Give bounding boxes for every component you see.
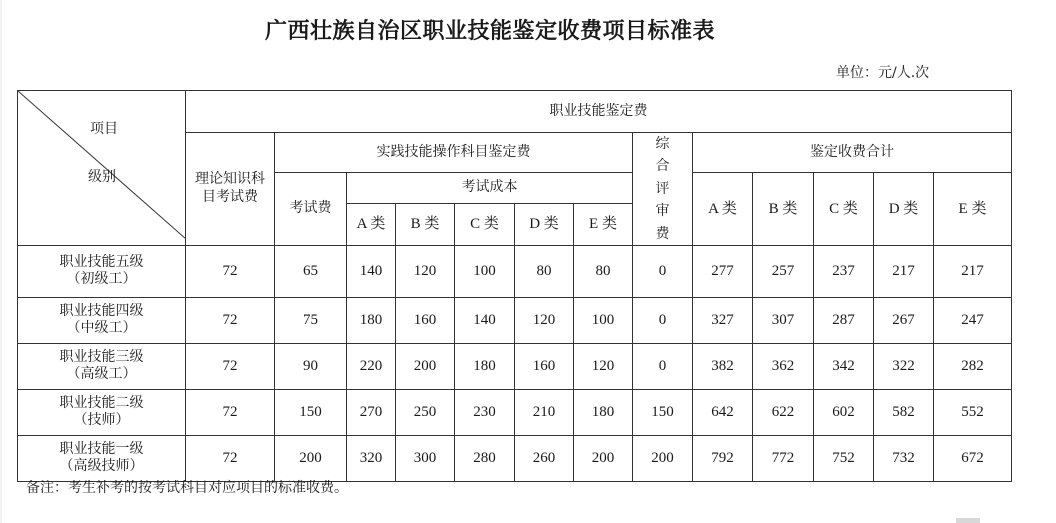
theory-fee-value: 72 [186, 297, 275, 343]
cost-b-value: 200 [396, 343, 455, 389]
total-b-value: 307 [753, 297, 814, 343]
total-d-value: 322 [874, 343, 934, 389]
header-comprehensive-fee-text: 综合评审费 [655, 136, 670, 242]
level-grade: （初级工） [66, 271, 137, 288]
level-grade: （技师） [73, 412, 130, 429]
total-e-value: 552 [934, 389, 1012, 435]
header-total-c: C 类 [814, 173, 874, 246]
level-name: 职业技能四级 [59, 302, 144, 319]
cost-a-value: 270 [347, 389, 396, 435]
theory-fee-value: 72 [186, 343, 275, 389]
header-total-e: E 类 [934, 173, 1012, 246]
window-edge [0, 0, 2, 523]
total-a-value: 792 [693, 435, 753, 481]
header-total-a: A 类 [693, 173, 753, 246]
cost-c-value: 280 [455, 435, 515, 481]
cost-b-value: 250 [396, 389, 455, 435]
cost-c-value: 230 [455, 389, 515, 435]
header-cost-e: E 类 [574, 203, 633, 245]
cost-c-value: 180 [455, 343, 515, 389]
cost-a-value: 320 [347, 435, 396, 481]
cost-b-value: 300 [396, 435, 455, 481]
table-row [18, 245, 1012, 297]
level-name: 职业技能二级 [59, 394, 144, 411]
cost-e-value: 200 [574, 435, 633, 481]
theory-fee-value: 72 [186, 245, 275, 297]
header-cost-a: A 类 [347, 203, 396, 245]
total-b-value: 772 [753, 435, 814, 481]
cost-d-value: 160 [515, 343, 574, 389]
theory-fee-value: 72 [186, 389, 275, 435]
level-grade: （中级工） [66, 320, 137, 337]
total-b-value: 362 [753, 343, 814, 389]
cost-e-value: 100 [574, 297, 633, 343]
level-name: 职业技能三级 [59, 348, 144, 365]
cost-a-value: 220 [347, 343, 396, 389]
total-a-value: 277 [693, 245, 753, 297]
total-d-value: 582 [874, 389, 934, 435]
exam-fee-value: 90 [275, 343, 347, 389]
cost-d-value: 120 [515, 297, 574, 343]
cost-a-value: 180 [347, 297, 396, 343]
header-practice-fee: 实践技能操作科目鉴定费 [275, 133, 633, 173]
table-row [18, 297, 1012, 343]
total-a-value: 382 [693, 343, 753, 389]
total-a-value: 327 [693, 297, 753, 343]
total-b-value: 257 [753, 245, 814, 297]
total-e-value: 247 [934, 297, 1012, 343]
level-name: 职业技能五级 [59, 253, 144, 270]
header-cost-d: D 类 [515, 203, 574, 245]
document-title: 广西壮族自治区职业技能鉴定收费项目标准表 [264, 19, 715, 44]
total-d-value: 732 [874, 435, 934, 481]
cost-b-value: 120 [396, 245, 455, 297]
total-e-value: 282 [934, 343, 1012, 389]
header-cost-c: C 类 [455, 203, 515, 245]
total-d-value: 267 [874, 297, 934, 343]
diagonal-divider [18, 91, 186, 239]
total-c-value: 752 [814, 435, 874, 481]
total-c-value: 602 [814, 389, 874, 435]
level-cell [18, 297, 186, 343]
cost-d-value: 210 [515, 389, 574, 435]
unit-label: 单位：元/人.次 [836, 65, 930, 81]
header-comprehensive-fee [633, 133, 693, 246]
review-fee-value: 0 [633, 297, 693, 343]
cost-e-value: 120 [574, 343, 633, 389]
review-fee-value: 0 [633, 245, 693, 297]
cost-d-value: 260 [515, 435, 574, 481]
header-appraisal-fee: 职业技能鉴定费 [186, 91, 1012, 133]
cost-c-value: 140 [455, 297, 515, 343]
review-fee-value: 200 [633, 435, 693, 481]
table-row [18, 435, 1012, 481]
exam-fee-value: 150 [275, 389, 347, 435]
scroll-indicator [956, 518, 980, 523]
level-cell [18, 389, 186, 435]
total-b-value: 622 [753, 389, 814, 435]
header-total-b: B 类 [753, 173, 814, 246]
cost-c-value: 100 [455, 245, 515, 297]
header-cost-b: B 类 [396, 203, 455, 245]
theory-fee-value: 72 [186, 435, 275, 481]
level-grade: （高级工） [66, 366, 137, 383]
level-cell [18, 343, 186, 389]
exam-fee-value: 65 [275, 245, 347, 297]
cost-d-value: 80 [515, 245, 574, 297]
exam-fee-value: 200 [275, 435, 347, 481]
corner-label-item: 项目 [90, 121, 118, 137]
header-total-d: D 类 [874, 173, 934, 246]
cost-a-value: 140 [347, 245, 396, 297]
total-c-value: 237 [814, 245, 874, 297]
exam-fee-value: 75 [275, 297, 347, 343]
corner-header-cell [18, 91, 186, 246]
cost-e-value: 80 [574, 245, 633, 297]
total-c-value: 287 [814, 297, 874, 343]
level-grade: （高级技师） [59, 458, 144, 475]
footnote: 备注：考生补考的按考试科目对应项目的标准收费。 [26, 480, 348, 496]
table-row [18, 343, 1012, 389]
review-fee-value: 150 [633, 389, 693, 435]
review-fee-value: 0 [633, 343, 693, 389]
total-e-value: 672 [934, 435, 1012, 481]
fee-standard-table [17, 90, 1012, 482]
header-exam-cost: 考试成本 [347, 173, 633, 204]
header-exam-fee: 考试费 [275, 173, 347, 246]
header-total-fee: 鉴定收费合计 [693, 133, 1012, 173]
table-row [18, 389, 1012, 435]
cost-e-value: 180 [574, 389, 633, 435]
cost-b-value: 160 [396, 297, 455, 343]
level-cell [18, 435, 186, 481]
total-d-value: 217 [874, 245, 934, 297]
level-name: 职业技能一级 [59, 440, 144, 457]
corner-label-level: 级别 [88, 169, 116, 185]
total-c-value: 342 [814, 343, 874, 389]
header-theory-fee [186, 133, 275, 246]
total-a-value: 642 [693, 389, 753, 435]
header-theory-fee-text: 理论知识科目考试费 [195, 171, 265, 205]
level-cell [18, 245, 186, 297]
total-e-value: 217 [934, 245, 1012, 297]
